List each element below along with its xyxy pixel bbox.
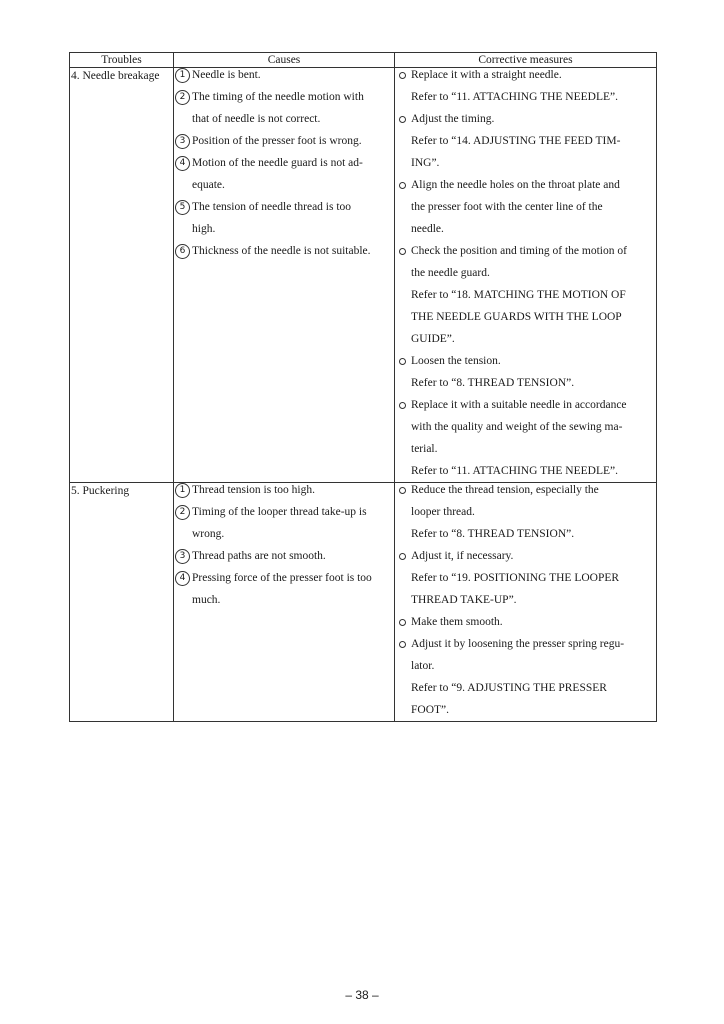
circle-bullet-icon: [399, 182, 406, 189]
cause-text: The timing of the needle motion with: [192, 91, 364, 103]
refer-note: [395, 130, 656, 174]
cause-text: Thread tension is too high.: [192, 484, 315, 496]
refer-text: FOOT”.: [411, 704, 450, 716]
refer-text: Refer to “14. ADJUSTING THE FEED TIM-: [411, 135, 621, 147]
cause-text: Needle is bent.: [192, 69, 261, 81]
refer-text: Refer to “19. POSITIONING THE LOOPER: [411, 572, 620, 584]
measure-text: Check the position and timing of the motion of: [411, 245, 627, 257]
measure-text: Reduce the thread tension, especially the: [411, 484, 599, 496]
circle-bullet-icon: [399, 358, 406, 365]
table-body: [70, 68, 657, 722]
measure-item: [395, 545, 656, 567]
cause-item: [174, 196, 394, 240]
refer-text: Refer to “18. MATCHING THE MOTION OF: [411, 289, 626, 301]
cause-text: high.: [192, 223, 216, 235]
cause-text: equate.: [192, 179, 225, 191]
refer-text: ING”.: [411, 157, 440, 169]
cause-item: [174, 130, 394, 152]
cause-item: [174, 86, 394, 130]
circle-bullet-icon: [399, 248, 406, 255]
measure-text: the presser foot with the center line of the: [411, 201, 603, 213]
refer-text: GUIDE”.: [411, 333, 455, 345]
circle-bullet-icon: [399, 641, 406, 648]
refer-note: [395, 372, 656, 394]
refer-text: Refer to “8. THREAD TENSION”.: [411, 528, 575, 540]
trouble-label: 4. Needle breakage: [71, 70, 160, 82]
measure-text: the needle guard.: [411, 267, 490, 279]
cause-text: Pressing force of the presser foot is too: [192, 572, 372, 584]
table-row: [70, 68, 657, 483]
measures-cell: [395, 68, 657, 483]
header-corrective-measures: Corrective measures: [395, 53, 657, 68]
cause-item: [174, 479, 394, 501]
cause-text: Motion of the needle guard is not ad-: [192, 157, 363, 169]
measure-item: [395, 394, 656, 460]
measure-item: [395, 611, 656, 633]
circled-number-icon: 3: [175, 134, 190, 149]
measure-text: with the quality and weight of the sewing ma-: [411, 421, 623, 433]
table-row: [70, 483, 657, 722]
measure-text: needle.: [411, 223, 444, 235]
refer-text: THE NEEDLE GUARDS WITH THE LOOP: [411, 311, 622, 323]
measure-item: [395, 64, 656, 86]
refer-text: THREAD TAKE-UP”.: [411, 594, 517, 606]
refer-note: [395, 523, 656, 545]
refer-text: Refer to “9. ADJUSTING THE PRESSER: [411, 682, 607, 694]
circled-number-icon: 4: [175, 156, 190, 171]
circle-bullet-icon: [399, 487, 406, 494]
cause-text: that of needle is not correct.: [192, 113, 321, 125]
troubleshooting-table: [69, 52, 657, 722]
cause-item: [174, 64, 394, 86]
circled-number-icon: 3: [175, 549, 190, 564]
cause-text: Thickness of the needle is not suitable.: [192, 245, 371, 257]
circled-number-icon: 6: [175, 244, 190, 259]
cause-item: [174, 501, 394, 545]
header-troubles: Troubles: [70, 53, 174, 68]
measure-item: [395, 350, 656, 372]
measure-item: [395, 479, 656, 523]
measure-text: Align the needle holes on the throat plate and: [411, 179, 620, 191]
circle-bullet-icon: [399, 402, 406, 409]
cause-text: Timing of the looper thread take-up is: [192, 506, 367, 518]
circle-bullet-icon: [399, 72, 406, 79]
cause-item: [174, 567, 394, 611]
refer-note: [395, 86, 656, 108]
measure-item: [395, 108, 656, 130]
refer-text: Refer to “11. ATTACHING THE NEEDLE”.: [411, 465, 618, 477]
cause-item: [174, 152, 394, 196]
causes-cell: [174, 483, 395, 722]
refer-note: [395, 567, 656, 611]
refer-note: [395, 677, 656, 721]
circle-bullet-icon: [399, 553, 406, 560]
measure-text: Replace it with a straight needle.: [411, 69, 562, 81]
measure-text: terial.: [411, 443, 438, 455]
circle-bullet-icon: [399, 116, 406, 123]
circled-number-icon: 1: [175, 68, 190, 83]
header-causes: Causes: [174, 53, 395, 68]
measure-text: lator.: [411, 660, 435, 672]
measure-text: Adjust it, if necessary.: [411, 550, 514, 562]
cause-item: [174, 545, 394, 567]
trouble-cell: [70, 483, 174, 722]
circle-bullet-icon: [399, 619, 406, 626]
measure-item: [395, 174, 656, 240]
circled-number-icon: 4: [175, 571, 190, 586]
cause-text: much.: [192, 594, 221, 606]
trouble-label: 5. Puckering: [71, 485, 130, 497]
page-number: – 38 –: [345, 988, 379, 1002]
refer-text: Refer to “11. ATTACHING THE NEEDLE”.: [411, 91, 618, 103]
cause-item: [174, 240, 394, 262]
measure-text: Adjust it by loosening the presser spring regu-: [411, 638, 625, 650]
cause-text: Thread paths are not smooth.: [192, 550, 326, 562]
measure-text: Loosen the tension.: [411, 355, 501, 367]
measure-text: Adjust the timing.: [411, 113, 495, 125]
circled-number-icon: 1: [175, 483, 190, 498]
refer-text: Refer to “8. THREAD TENSION”.: [411, 377, 575, 389]
refer-note: [395, 284, 656, 350]
measures-cell: [395, 483, 657, 722]
measure-text: Replace it with a suitable needle in accordance: [411, 399, 627, 411]
circled-number-icon: 2: [175, 505, 190, 520]
measure-text: Make them smooth.: [411, 616, 503, 628]
cause-text: wrong.: [192, 528, 225, 540]
trouble-cell: [70, 68, 174, 483]
circled-number-icon: 2: [175, 90, 190, 105]
measure-item: [395, 240, 656, 284]
causes-cell: [174, 68, 395, 483]
measure-text: looper thread.: [411, 506, 475, 518]
cause-text: Position of the presser foot is wrong.: [192, 135, 362, 147]
measure-item: [395, 633, 656, 677]
cause-text: The tension of needle thread is too: [192, 201, 352, 213]
circled-number-icon: 5: [175, 200, 190, 215]
